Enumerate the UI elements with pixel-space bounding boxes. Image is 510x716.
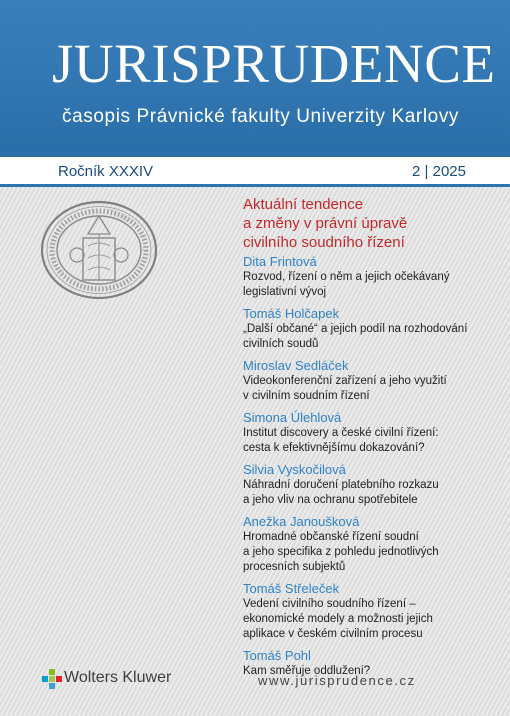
university-seal-icon: [40, 200, 158, 300]
article-author: Silvia Vyskočilová: [243, 462, 346, 477]
article-title-line: a jeho vliv na ochranu spotřebitele: [243, 494, 418, 506]
article-author: Tomáš Holčapek: [243, 306, 340, 321]
article-list: [243, 254, 483, 685]
lead-title-line: Aktuální tendence: [243, 196, 364, 213]
article-title-line: ekonomické modely a možnosti jejich: [243, 613, 433, 625]
lead-title-line: civilního soudního řízení: [243, 234, 405, 251]
issue-number: 2 | 2025: [412, 163, 466, 180]
journal-title: JURISPRUDENCE: [52, 33, 496, 94]
article-author: Simona Úlehlová: [243, 410, 342, 425]
article-title-line: Rozvod, řízení o něm a jejich očekávaný: [243, 271, 450, 283]
lead-topic-title: [243, 195, 473, 252]
cover-header: [0, 0, 510, 157]
article-title-line: v civilním soudním řízení: [243, 390, 370, 402]
website-url: www.jurisprudence.cz: [258, 673, 416, 688]
issue-bar: [0, 157, 510, 187]
article-title-line: Vedení civilního soudního řízení –: [243, 598, 416, 610]
journal-subtitle: časopis Právnické fakulty Univerzity Karlovy: [62, 106, 460, 127]
list-item: [243, 410, 483, 456]
article-title-line: Náhradní doručení platebního rozkazu: [243, 479, 439, 491]
article-author: Anežka Janoušková: [243, 514, 360, 529]
list-item: [243, 254, 483, 300]
article-title-line: a jeho specifika z pohledu jednotlivých: [243, 546, 439, 558]
article-title-line: Kam směřuje oddlužení?: [243, 665, 371, 677]
list-item: [243, 306, 483, 352]
article-title-line: aplikace v českém civilním procesu: [243, 628, 423, 640]
article-author: Dita Frintová: [243, 254, 317, 269]
wolters-kluwer-logo-icon: [42, 669, 62, 689]
article-title-line: civilních soudů: [243, 338, 319, 350]
volume-label: Ročník XXXIV: [58, 163, 154, 180]
article-title-line: „Další občané“ a jejich podíl na rozhodování: [243, 323, 468, 335]
list-item: [243, 581, 483, 642]
list-item: [243, 358, 483, 404]
article-title-line: cesta k efektivnějšímu dokazování?: [243, 442, 425, 454]
article-title-line: Institut discovery a české civilní řízení:: [243, 427, 439, 439]
article-author: Tomáš Pohl: [243, 648, 311, 663]
article-author: Tomáš Střeleček: [243, 581, 340, 596]
article-title-line: legislativní vývoj: [243, 286, 327, 298]
list-item: [243, 514, 483, 575]
list-item: [243, 462, 483, 508]
lead-title-line: a změny v právní úpravě: [243, 215, 408, 232]
article-title-line: procesních subjektů: [243, 561, 346, 573]
article-title-line: Hromadné občanské řízení soudní: [243, 531, 419, 543]
publisher-name: Wolters Kluwer: [64, 669, 172, 686]
article-title-line: Videokonferenční zařízení a jeho využití: [243, 375, 447, 387]
article-author: Miroslav Sedláček: [243, 358, 349, 373]
